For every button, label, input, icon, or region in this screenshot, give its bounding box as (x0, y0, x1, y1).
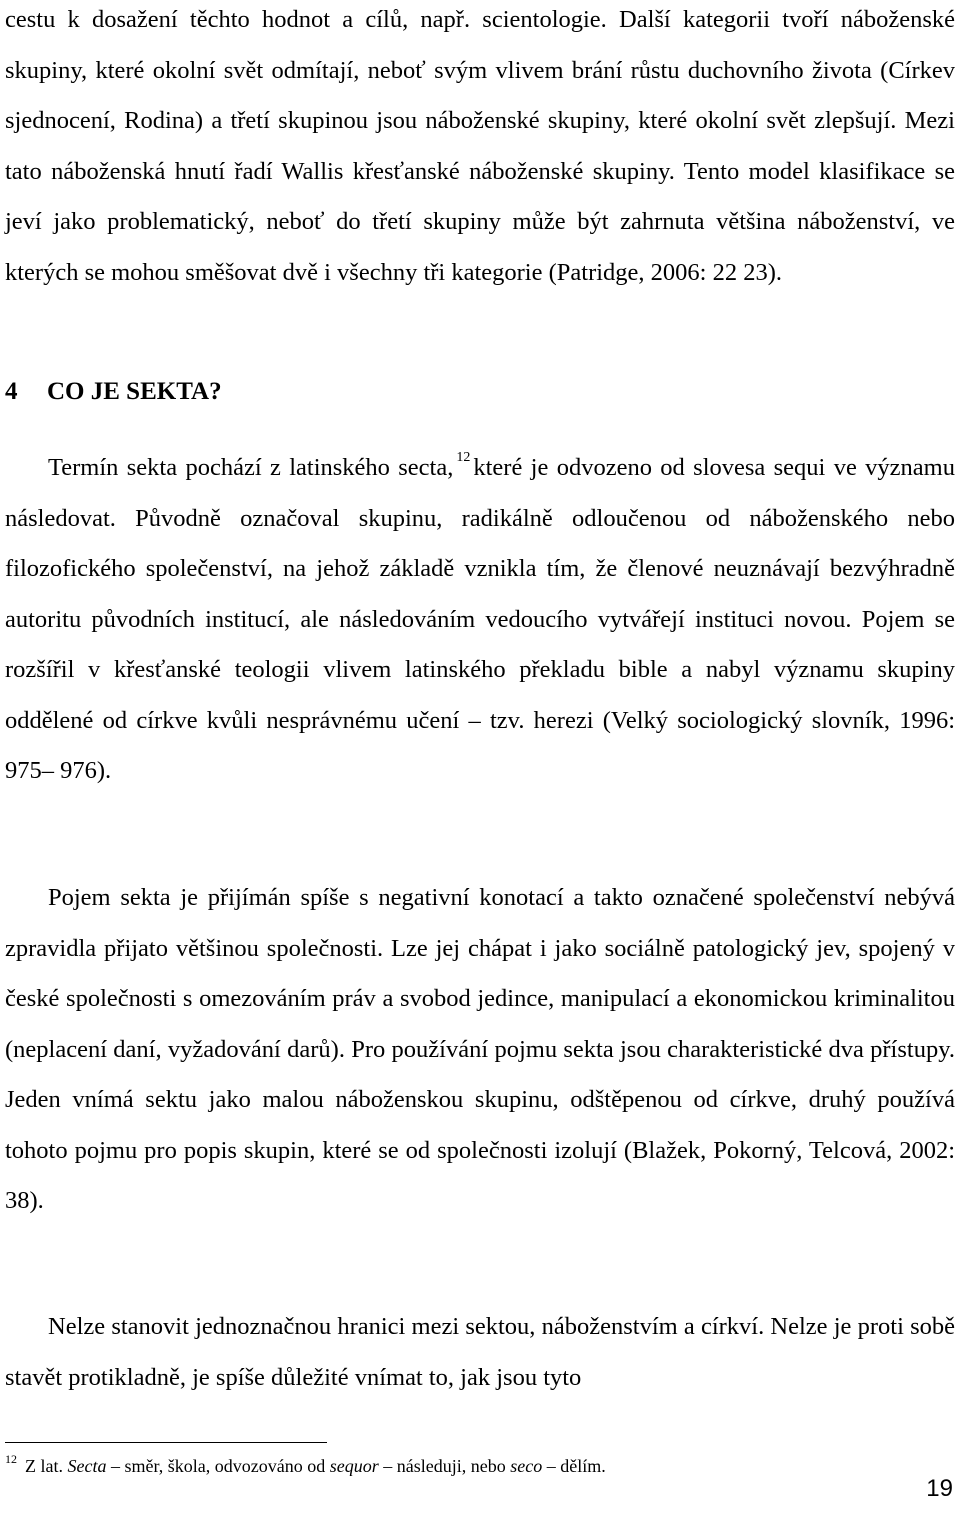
paragraph-text: Pojem sekta je přijímán spíše s negativní konotací a takto označené společenství nebývá zpravidla přijato většinou společnosti. Lze jej chápat i jako sociálně patologický jev, spojený v české společnosti s omezováním práv a svobod jedince, manipulací a ekonomickou kriminalitou (neplacení daní, vyžadování darů). Pro používání pojmu sekta jsou charakteristické dva přístupy. Jeden vnímá sektu jako malou náboženskou skupinu, odštěpenou od církve, druhý používá tohoto pojmu pro popis skupin, které se od společnosti izolují (Blažek, Pokorný, Telcová, 2002: 38). (5, 884, 955, 1214)
footnote-term-seco: seco (510, 1456, 543, 1476)
section-heading (5, 372, 222, 412)
document-page (5, 0, 955, 1515)
footnote-term-sequor: sequor (329, 1456, 379, 1476)
paragraph-negative-connotation (5, 873, 955, 1227)
footnote-reference[interactable]: 12 (456, 450, 471, 465)
paragraph-text-after-footnote: které je odvozeno od slovesa sequi ve významu následovat. Původně označoval skupinu, radikálně odloučenou od náboženského nebo filozofického společenství, na jehož základě vznikla tím, že členové neuznávají bezvýhradně autoritu původních institucí, ale následováním vedoucího vytvářejí instituci novou. Pojem se rozšířil v křesťanské teologii vlivem latinského překladu bible a nabyl významu skupiny oddělené od církve kvůli nesprávnému učení – tzv. herezi (Velký sociologický slovník, 1996: 975– 976). (5, 454, 955, 784)
footnote (5, 1454, 955, 1478)
footnote-marker: 12 (5, 1452, 17, 1466)
paragraph-term-origin (5, 443, 955, 797)
footnote-separator (5, 1442, 327, 1443)
paragraph-text-before-footnote: Termín sekta pochází z latinského secta, (48, 454, 454, 481)
footnote-term-secta: Secta (67, 1456, 107, 1476)
paragraph-text: Nelze stanovit jednoznačnou hranici mezi sektou, náboženstvím a církví. Nelze je proti sobě stavět protikladně, je spíše důležité vnímat to, jak jsou tyto (5, 1313, 955, 1391)
page-number: 19 (926, 1475, 953, 1502)
section-title: CO JE SEKTA? (47, 378, 222, 405)
footnote-text-2: – následuji, nebo (383, 1456, 506, 1476)
paragraph-classification (5, 0, 955, 298)
footnote-prefix: Z lat. (25, 1456, 63, 1476)
section-number: 4 (5, 378, 18, 405)
paragraph-text: cestu k dosažení těchto hodnot a cílů, např. scientologie. Další kategorii tvoří náboženské skupiny, které okolní svět odmítají, neboť svým vlivem brání růstu duchovního života (Církev sjednocení, Rodina) a třetí skupinou jsou náboženské skupiny, které okolní svět zlepšují. Mezi tato náboženská hnutí řadí Wallis křesťanské náboženské skupiny. Tento model klasifikace se jeví jako problematický, neboť do třetí skupiny může být zahrnuta většina náboženství, ve kterých se mohou směšovat dvě i všechny tři kategorie (Patridge, 2006: 22 23). (5, 6, 955, 286)
footnote-text-3: – dělím. (546, 1456, 606, 1476)
footnote-text-1: – směr, škola, odvozováno od (110, 1456, 326, 1476)
paragraph-boundary (5, 1302, 955, 1403)
